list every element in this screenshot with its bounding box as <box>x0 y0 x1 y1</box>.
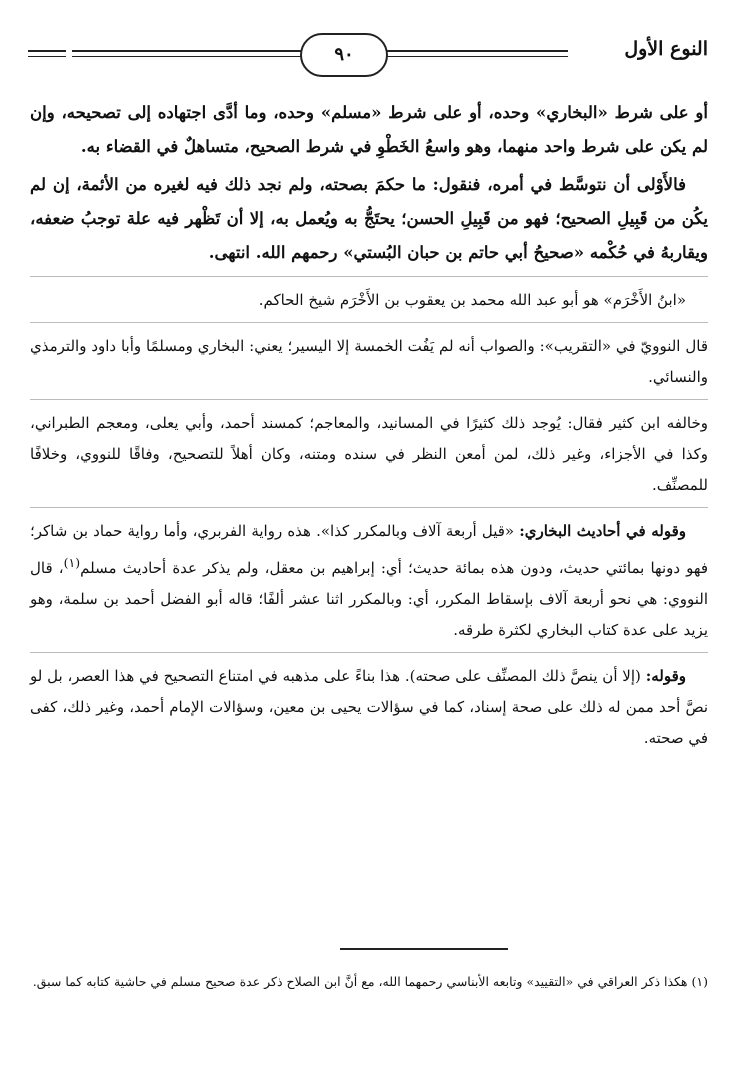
commentary-paragraph: «ابنُ الأَخْرَم» هو أبو عبد الله محمد بن يعقوب بن الأَخْرَم شيخ الحاكم. <box>258 291 686 309</box>
page-header <box>28 30 708 76</box>
divider <box>30 399 708 400</box>
paragraph-text: «قيل أربعة آلاف وبالمكرر كذا». هذه رواية الفربري، وأما رواية حماد بن شاكر؛ فهو دونها بمائتي حديث، ودون هذه بمائة حديث؛ أي: إبراهيم بن معقل، ولم يذكر عدة أحاديث مسلم <box>30 522 709 577</box>
footnote: (١) هكذا ذكر العراقي في «التقييد» وتابعه الأبناسي رحمهما الله، مع أنَّ ابن الصلاح ذكر عدة صحيح مسلم في حاشية كتابه كما سبق. <box>32 974 708 989</box>
page-number: ٩٠ <box>300 33 388 77</box>
commentary-paragraph: وخالفه ابن كثير فقال: يُوجد ذلك كثيرًا في المسانيد، والمعاجم؛ كمسند أحمد، وأبي يعلى، ومعجم الطبراني، وكذا في الأجزاء، وغير ذلك، لمن أمعن النظر في سنده ومتنه، وكان أهلاً للتصحيح، وفاقًا للنووي، وخلافًا للمصنِّف. <box>30 414 708 494</box>
chapter-title: النوع الأول <box>624 38 708 60</box>
footnote-ref[interactable]: (١) <box>63 555 81 570</box>
paragraph-text: (إلا أن ينصَّ ذلك المصنِّف على صحته). هذا بناءً على مذهبه في امتناع التصحيح في هذا العصر، بل لو نصَّ أحد ممن له ذلك على صحة إسناد، كما في سؤالات يحيى بن معين، وسؤالات الإمام أحمد، وغير ذلك، كفى في صحته. <box>30 667 708 747</box>
commentary-paragraph <box>30 516 708 646</box>
quoted-paragraph: فالأَوْلى أن نتوسَّط في أمره، فنقول: ما حكمَ بصحته، ولم نجد ذلك فيه لغيره من الأئمة، إن لم يكُن من قَبِيلِ الصحيح؛ فهو من قَبِيلِ الحسن؛ يحتَجُّ به ويُعمل به، إلا أن تَظْهر فيه علة توجبُ ضعفه، ويقاربهُ في حُكْمه «صحيحُ أبي حاتم بن حبان البُستي» رحمهم الله. انتهى. <box>30 175 708 262</box>
lead-phrase: وقوله في أحاديث البخاري: <box>519 522 686 540</box>
header-rule <box>28 56 66 57</box>
footnote-rule <box>340 948 508 950</box>
commentary-paragraph <box>30 661 708 754</box>
divider <box>30 652 708 653</box>
main-text <box>30 96 708 758</box>
divider <box>30 322 708 323</box>
commentary-paragraph: قال النوويّ في «التقريب»: والصواب أنه لم يَفُت الخمسة إلا اليسير؛ يعني: البخاري ومسلمًا وأبا داود والترمذي والنسائي. <box>30 337 708 386</box>
header-rule <box>28 50 66 52</box>
quoted-paragraph: أو على شرط «البخاري» وحده، أو على شرط «مسلم» وحده، وما أدَّى اجتهاده إلى تصحيحه، وإن لم يكن على شرط واحد منهما، وهو واسعُ الخَطْوِ في شرط الصحيح، متساهلٌ في القضاء به. <box>30 103 708 156</box>
divider <box>30 507 708 508</box>
lead-phrase: وقوله: <box>645 667 686 685</box>
paragraph-text: ، قال النووي: هي نحو أربعة آلاف بإسقاط المكرر، أي: وبالمكرر اثنا عشر ألفًا؛ قاله أبو الفضل أحمد بن سلمة، وهو يزيد على عدة كتاب البخاري لكثرة طرقه. <box>30 559 708 639</box>
divider <box>30 276 708 277</box>
